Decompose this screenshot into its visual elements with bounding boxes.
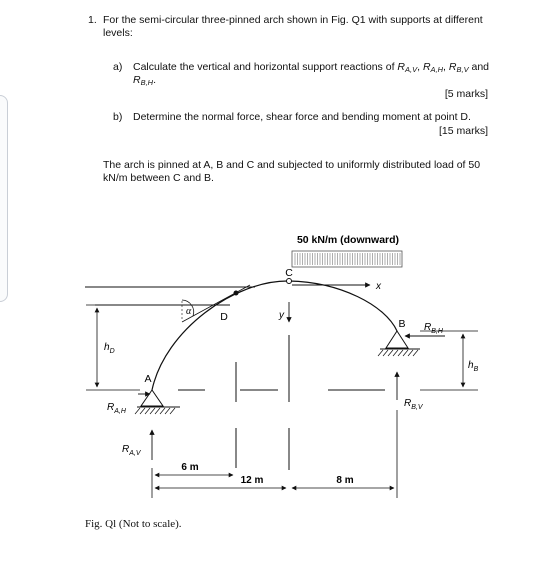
arch-figure — [0, 225, 540, 515]
part-a-label: a) — [113, 61, 123, 73]
label-6m: 6 m — [181, 462, 199, 473]
label-y: y — [279, 310, 284, 321]
part-b-label: b) — [113, 111, 123, 123]
problem-description: The arch is pinned at A, B and C and subjected to uniformly distributed load of 50 kN/m between C and B. — [103, 159, 481, 184]
part-a-text: Calculate the vertical and horizontal support reactions of $R_{A,V}$, $R_{A,H}$, $R_{B,V}$ and $R_{B,H}$. — [133, 61, 490, 87]
label-rbh: $R_{B,H}$ — [424, 322, 443, 335]
hb-label: $h_B$ — [468, 360, 479, 373]
part-b-marks: [15 marks] — [438, 125, 488, 137]
pin-c — [287, 279, 292, 284]
label-rah: $R_{A,H}$ — [107, 402, 126, 415]
label-rav: $R_{A,V}$ — [122, 444, 141, 457]
hd-label: $h_D$ — [104, 342, 115, 355]
label-b: B — [398, 318, 406, 330]
udl-block — [292, 251, 402, 267]
label-d: D — [220, 311, 228, 323]
part-b-text: Determine the normal force, shear force and bending moment at point D. — [133, 111, 471, 123]
tangent-line — [182, 285, 250, 322]
arch-curve — [152, 281, 397, 390]
label-8m: 8 m — [336, 475, 354, 486]
load-label: 50 kN/m (downward) — [296, 234, 400, 246]
label-rbv: $R_{B,V}$ — [404, 398, 423, 411]
label-x: x — [376, 281, 381, 292]
label-alpha: α — [186, 306, 192, 317]
question-number: 1. — [88, 14, 97, 26]
label-12m: 12 m — [240, 475, 264, 486]
part-a-marks: [5 marks] — [444, 88, 488, 100]
question-text: For the semi-circular three-pinned arch shown in Fig. Q1 with supports at different levels: — [103, 14, 483, 39]
support-b — [378, 331, 420, 356]
figure-caption: Fig. Ql (Not to scale). — [85, 518, 182, 530]
label-a: A — [144, 373, 152, 385]
label-c: C — [285, 267, 293, 279]
